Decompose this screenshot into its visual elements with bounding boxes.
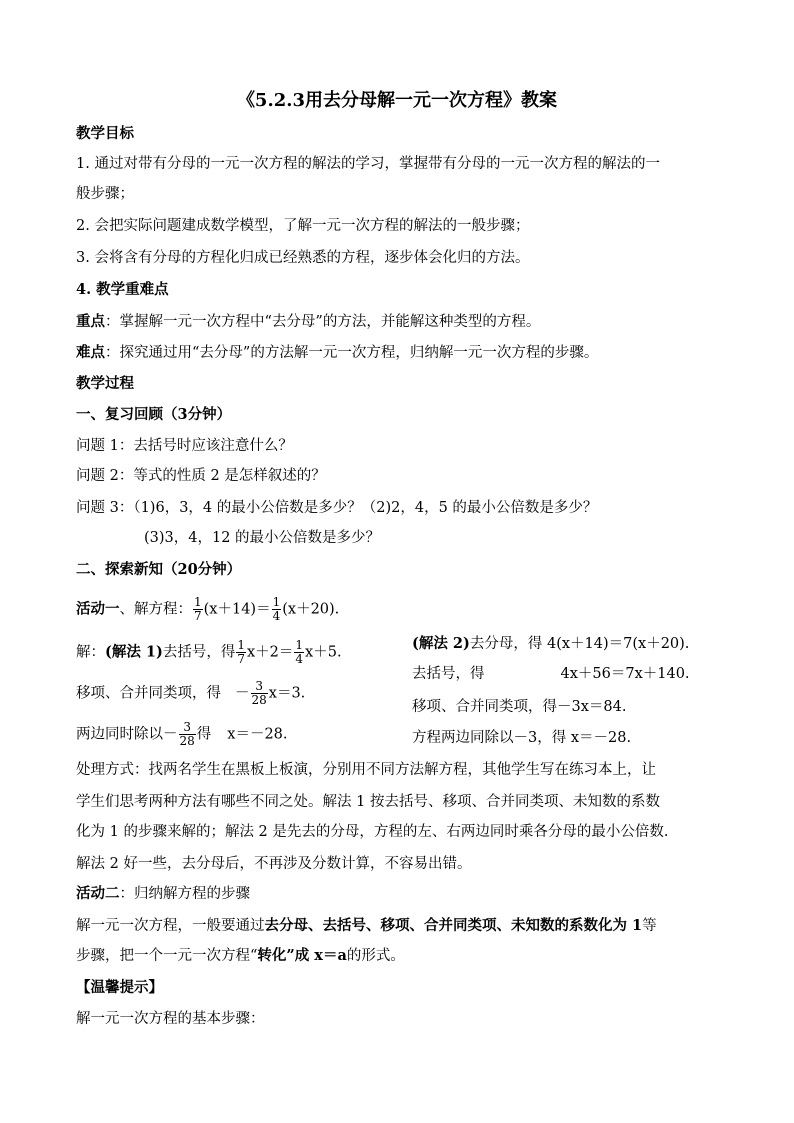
review-question-3-line-2: (3)3，4，12 的最小公倍数是多少？: [144, 530, 381, 546]
difficult-point-text: ：探究通过用“去分母”的方法解一元一次方程，归纳解一元一次方程的步骤。: [105, 345, 599, 361]
equation-right-tail: (x＋20).: [282, 601, 340, 618]
method-1-label: (解法 1): [105, 643, 163, 661]
review-question-3-line-1: 问题 3：（1)6，3，4 的最小公倍数是多少？（2)2，4，5 的最小公倍数是多少？: [76, 500, 598, 516]
method-2-step-3: 移项、合并同类项，得－3x＝84.: [412, 699, 627, 715]
fraction: $\frac{3}{28}$: [251, 679, 267, 707]
method-1-step-2-text: 移项、合并同类项，得: [76, 685, 221, 702]
explore-heading: 二、探索新知（20分钟）: [76, 561, 242, 578]
activity-2-label: 活动二: [76, 885, 120, 902]
activity-1-prefix: 、解方程：: [119, 601, 192, 618]
key-point-text: ：掌握解一元一次方程中“去分母”的方法，并能解这种类型的方程。: [105, 314, 541, 330]
method-1-step-2: [76, 680, 305, 707]
review-heading: 一、复习回顾（3分钟）: [76, 406, 232, 423]
method-2-step-1: [412, 634, 689, 654]
summary-text: 解一元一次方程，一般要通过: [76, 918, 265, 934]
handling-line-4: 解法 2 好一些，去分母后，不再涉及分数计算，不容易出错。: [76, 856, 472, 872]
method-1-step-1-text: 去括号，得: [162, 644, 236, 661]
minus-sign: －: [235, 685, 250, 702]
tip-text: 解一元一次方程的基本步骤：: [76, 1011, 265, 1027]
method-1-step-1-mid: x＋2＝: [247, 644, 294, 661]
method-1-prefix: 解：: [76, 644, 105, 661]
activity-2: [76, 884, 250, 904]
method-2-step-2-text: 去括号，得: [412, 666, 485, 682]
method-1-step-3-tail: x＝－28.: [227, 726, 288, 743]
handling-line-2: 学生们思考两种方法有哪些不同之处。解法 1 按去括号、移项、合并同类项、未知数的系数: [76, 794, 660, 810]
equation-left-tail: (x＋14)＝: [203, 601, 271, 618]
review-question-2: 问题 2：等式的性质 2 是怎样叙述的？: [76, 468, 326, 484]
fraction: $\frac{3}{28}$: [179, 720, 195, 748]
method-1-step-1: [76, 639, 342, 666]
objective-1-line-2: 般步骤；: [76, 186, 134, 202]
method-2-label: (解法 2): [412, 635, 470, 652]
objective-1-line-1: 1. 通过对带有分母的一元一次方程的解法的学习，掌握带有分母的一元一次方程的解法的一: [76, 156, 660, 172]
method-1-step-3-text: 两边同时除以－: [76, 726, 178, 743]
key-point-label: 重点: [76, 313, 105, 330]
fraction: $\frac{1}{4}$: [295, 638, 304, 666]
summary-steps: 去分母、去括号、移项、合并同类项、未知数的系数化为 1: [264, 917, 643, 934]
method-2-step-2: [412, 664, 690, 684]
key-points-heading: 4. 教学重难点: [76, 281, 169, 298]
method-2-step-1-text: 去分母，得 4(x＋14)＝7(x＋20).: [469, 636, 690, 652]
activity-2-text: ：归纳解方程的步骤: [119, 886, 250, 902]
summary-transform: 转化”成 x＝a: [257, 947, 347, 964]
method-1-step-3-mid: 得: [196, 726, 212, 743]
summary-line-2: [76, 946, 405, 966]
summary-text: 等: [642, 918, 657, 934]
method-2-step-4: 方程两边同除以－3，得 x＝－28.: [412, 730, 632, 746]
key-point: [76, 312, 540, 332]
handling-line-3: 化为 1 的步骤来解的；解法 2 是先去的分母，方程的左、右两边同时乘各分母的最小公倍数.: [76, 824, 669, 840]
process-heading: 教学过程: [76, 375, 134, 392]
summary-text: 的形式。: [346, 948, 405, 964]
tip-heading: 【温馨提示】: [76, 979, 163, 996]
objective-2: 2. 会把实际问题建成数学模型，了解一元一次方程的解法的一般步骤；: [76, 218, 530, 234]
summary-text: 步骤，把一个一元一次方程“: [76, 948, 258, 964]
summary-line-1: [76, 916, 657, 936]
activity-1: [76, 596, 339, 623]
difficult-point: [76, 343, 598, 363]
method-1-step-1-tail: x＋5.: [305, 644, 342, 661]
handling-line-1: 处理方式：找两名学生在黑板上板演，分别用不同方法解方程，其他学生写在练习本上，让: [76, 762, 656, 778]
fraction-one-quarter: $\frac{1}{4}$: [272, 595, 281, 623]
objective-3: 3. 会将含有分母的方程化归成已经熟悉的方程，逐步体会化归的方法。: [76, 250, 530, 266]
fraction-one-seventh: $\frac{1}{7}$: [194, 595, 202, 623]
page-title: 《5.2.3用去分母解一元一次方程》教案: [236, 90, 558, 111]
activity-1-label: 活动一: [76, 600, 120, 618]
fraction: $\frac{1}{7}$: [237, 638, 245, 666]
method-1-step-3: [76, 721, 288, 748]
method-2-step-2-equation: 4x＋56＝7x＋140.: [560, 666, 690, 682]
method-1-step-2-tail: x＝3.: [268, 685, 306, 702]
objectives-heading: 教学目标: [76, 125, 134, 142]
difficult-point-label: 难点: [76, 344, 105, 361]
review-question-1: 问题 1：去括号时应该注意什么？: [76, 438, 293, 454]
